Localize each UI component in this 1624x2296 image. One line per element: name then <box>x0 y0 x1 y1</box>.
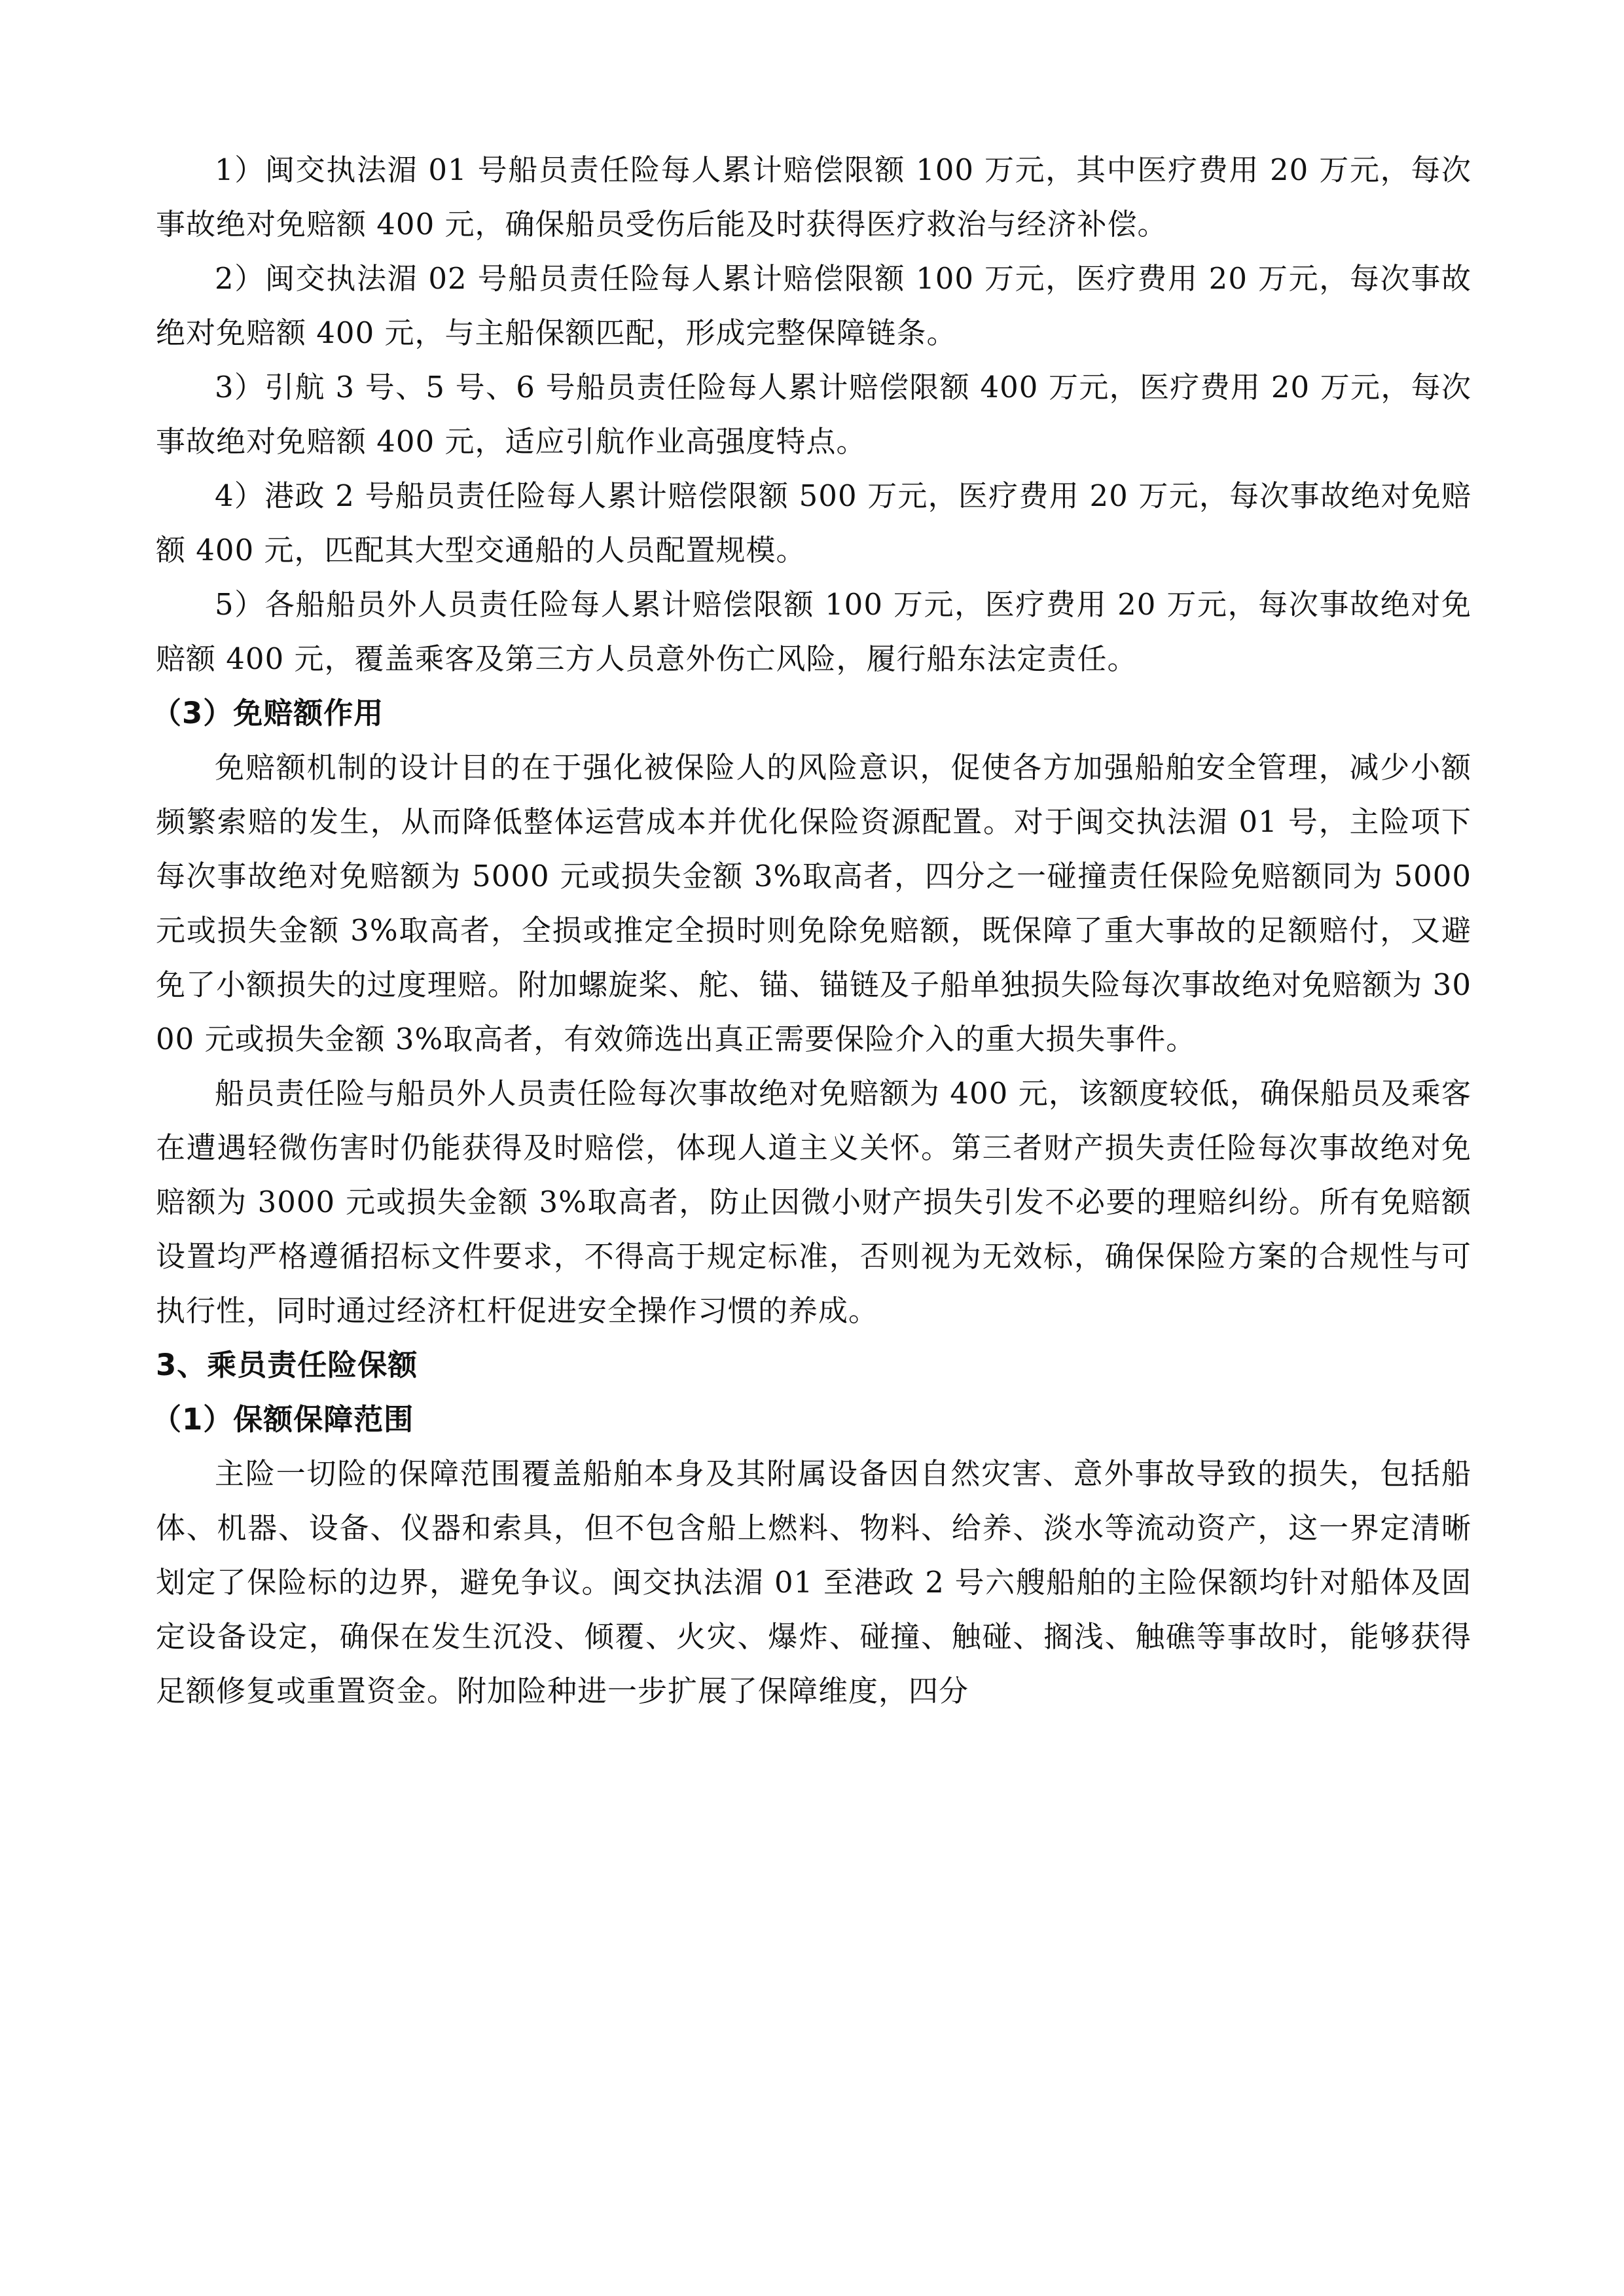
subheading-deductible-role: （3）免赔额作用 <box>152 696 384 730</box>
section-heading-passenger-liability: 3、乘员责任险保额 <box>156 1348 418 1382</box>
paragraph-coverage-scope: 主险一切险的保障范围覆盖船舶本身及其附属设备因自然灾害、意外事故导致的损失，包括船体、机器、设备、仪器和索具，但不包含船上燃料、物料、给养、淡水等流动资产，这一界定清晰划定了保险标的边界，避免争议。闽交执法湄 01 至港政 2 号六艘船舶的主险保额均针对船体及固定设备设定，确保在发生沉没、倾覆、火灾、爆炸、碰撞、触碰、搁浅、触礁等事故时，能够获得足额修复或重置资金。附加险种进一步扩展了保障维度，四分 <box>156 1456 1471 1708</box>
paragraph-deductible-crew: 船员责任险与船员外人员责任险每次事故绝对免赔额为 400 元，该额度较低，确保船员及乘客在遭遇轻微伤害时仍能获得及时赔偿，体现人道主义关怀。第三者财产损失责任险每次事故绝对免赔额为 3000 元或损失金额 3%取高者，防止因微小财产损失引发不必要的理赔纠纷。所有免赔额设置均严格遵循招标文件要求，不得高于规定标准，否则视为无效标，确保保险方案的合规性与可执行性，同时通过经济杠杆促进安全操作习惯的养成。 <box>156 1076 1471 1328</box>
paragraph-deductible-mechanism: 免赔额机制的设计目的在于强化被保险人的风险意识，促使各方加强船舶安全管理，减少小额频繁索赔的发生，从而降低整体运营成本并优化保险资源配置。对于闽交执法湄 01 号，主险项下每次事故绝对免赔额为 5000 元或损失金额 3%取高者，四分之一碰撞责任保险免赔额同为 5000 元或损失金额 3%取高者，全损或推定全损时则免除免赔额，既保障了重大事故的足额赔付，又避免了小额损失的过度理赔。附加螺旋桨、舵、锚、锚链及子船单独损失险每次事故绝对免赔额为 3000 元或损失金额 3%取高者，有效筛选出真正需要保险介入的重大损失事件。 <box>156 750 1471 1056</box>
subheading-coverage-scope: （1）保额保障范围 <box>152 1402 414 1437</box>
paragraph-crew-liability-01: 1）闽交执法湄 01 号船员责任险每人累计赔偿限额 100 万元，其中医疗费用 20 万元，每次事故绝对免赔额 400 元，确保船员受伤后能及时获得医疗救治与经济补偿。 <box>156 152 1471 242</box>
paragraph-crew-liability-port: 4）港政 2 号船员责任险每人累计赔偿限额 500 万元，医疗费用 20 万元，每次事故绝对免赔额 400 元，匹配其大型交通船的人员配置规模。 <box>156 478 1471 567</box>
document-body <box>152 143 1471 1718</box>
paragraph-crew-liability-pilot: 3）引航 3 号、5 号、6 号船员责任险每人累计赔偿限额 400 万元，医疗费用 20 万元，每次事故绝对免赔额 400 元，适应引航作业高强度特点。 <box>156 370 1471 459</box>
paragraph-non-crew-liability: 5）各船船员外人员责任险每人累计赔偿限额 100 万元，医疗费用 20 万元，每次事故绝对免赔额 400 元，覆盖乘客及第三方人员意外伤亡风险，履行船东法定责任。 <box>156 587 1471 676</box>
paragraph-crew-liability-02: 2）闽交执法湄 02 号船员责任险每人累计赔偿限额 100 万元，医疗费用 20 万元，每次事故绝对免赔额 400 元，与主船保额匹配，形成完整保障链条。 <box>156 261 1471 350</box>
